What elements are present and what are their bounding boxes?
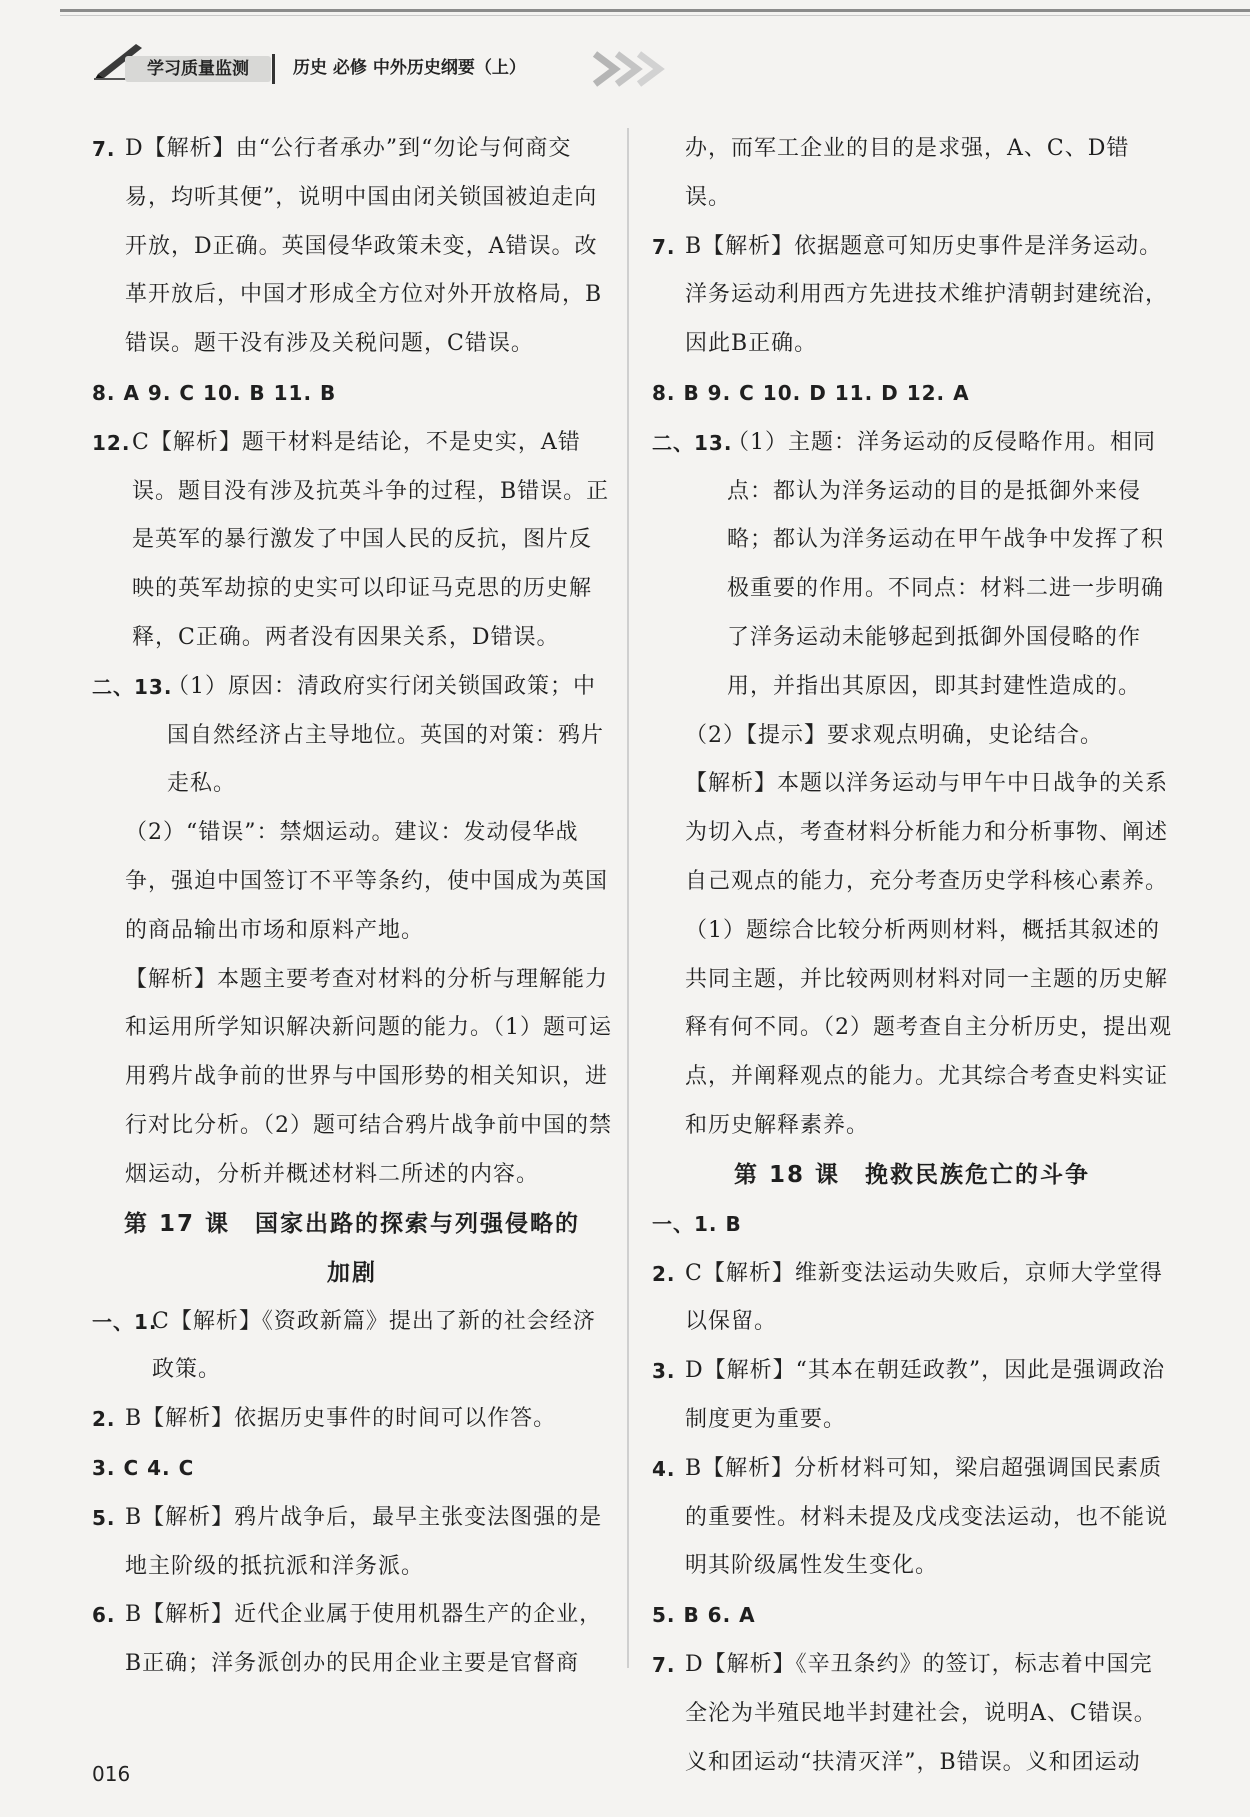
answer-item: 7. D【解析】《辛丑条约》的签订，标志着中国完全沦为半殖民地半封建社会，说明A、C错误。义和团运动“扶清灭洋”，B错误。义和团运动 <box>652 1651 1157 1775</box>
header-rule-thin <box>60 15 1250 16</box>
brand-divider <box>272 54 275 84</box>
answer-item: 6. B【解析】近代企业属于使用机器生产的企业，B正确；洋务派创办的民用企业主要是官督商 <box>92 1602 603 1677</box>
answer-item: 二、13. （1）原因：清政府实行闭关锁国政策；中国自然经济占主导地位。英国的对策：鸦片走私。 <box>92 673 605 797</box>
answer-paragraph: （2）【提示】要求观点明确，史论结合。 <box>685 722 1103 748</box>
lesson-heading: 第 17 课 国家出路的探索与列强侵略的 <box>123 1210 581 1237</box>
answer-item: 一、1. C【解析】《资政新篇》提出了新的社会经济政策。 <box>92 1308 596 1383</box>
answer-paragraph: 【解析】本题以洋务运动与甲午中日战争的关系为切入点，考查材料分析能力和分析事物、阐述自己观点的能力，充分考查历史学科核心素养。（1）题综合比较分析两则材料，概括其叙述的共同主题，并比较两则材料对同一主题的历史解释有何不同。（2）题考查自主分析历史，提出观点，并阐释观点的能力。尤其综合考查史料实证和历史解释素养。 <box>685 771 1172 1138</box>
left-column <box>92 125 612 1689</box>
chevron-arrows-icon <box>590 50 680 88</box>
answer-line: 3. C 4. C <box>92 1455 195 1480</box>
answer-item: 2. C【解析】维新变法运动失败后，京师大学堂得以保留。 <box>652 1260 1163 1335</box>
answer-item: 12. C【解析】题干材料是结论，不是史实，A错误。题目没有涉及抗英斗争的过程，B错误。正是英军的暴行激发了中国人民的反抗，图片反映的英军劫掠的史实可以印证马克思的历史解释，C正确。两者没有因果关系，D错误。 <box>92 429 610 650</box>
lesson-heading: 第 18 课 挽救民族危亡的斗争 <box>733 1161 1091 1188</box>
column-divider <box>627 128 629 1668</box>
answer-paragraph: 【解析】本题主要考查对材料的分析与理解能力和运用所学知识解决新问题的能力。（1）题可运用鸦片战争前的世界与中国形势的相关知识，进行对比分析。（2）题可结合鸦片战争前中国的禁烟运动，分析并概述材料二所述的内容。 <box>125 966 612 1187</box>
answer-item: 2. B【解析】依据历史事件的时间可以作答。 <box>92 1406 557 1432</box>
answer-item: 5. B【解析】鸦片战争后，最早主张变法图强的是地主阶级的抵抗派和洋务派。 <box>92 1504 603 1579</box>
answer-item: 7. B【解析】依据题意可知历史事件是洋务运动。洋务运动利用西方先进技术维护清朝封建统治，因此B正确。 <box>652 233 1169 357</box>
answer-item: 7. D【解析】由“公行者承办”到“勿论与何商交易，均听其便”，说明中国由闭关锁国被迫走向开放，D正确。英国侵华政策未变，A错误。改革开放后，中国才形成全方位对外开放格局，B错误。题干没有涉及关税问题，C错误。 <box>92 136 603 357</box>
answer-line: 5. B 6. A <box>652 1603 756 1628</box>
answer-paragraph: 办，而军工企业的目的是求强，A、C、D错误。 <box>685 136 1130 210</box>
answer-line: 一、1. B <box>652 1211 742 1236</box>
lesson-heading-cont: 加剧 <box>327 1259 377 1286</box>
page-number: 016 <box>92 1762 131 1786</box>
answer-paragraph: （2）“错误”：禁烟运动。建议：发动侵华战争，强迫中国签订不平等条约，使中国成为英国的商品输出市场和原料产地。 <box>125 820 609 943</box>
brand-label: 学习质量监测 <box>125 56 271 82</box>
right-column <box>652 125 1172 1787</box>
answer-line: 8. A 9. C 10. B 11. B <box>92 380 337 405</box>
answer-item: 二、13. （1）主题：洋务运动的反侵略作用。相同点：都认为洋务运动的目的是抵御外来侵略；都认为洋务运动在甲午战争中发挥了积极重要的作用。不同点：材料二进一步明确了洋务运动未能够起到抵御外国侵略的作用，并指出其原因，即其封建性造成的。 <box>652 429 1165 699</box>
answer-item: 3. D【解析】“其本在朝廷政教”，因此是强调政治制度更为重要。 <box>652 1358 1166 1432</box>
header-rule <box>60 9 1250 12</box>
book-title: 历史 必修 中外历史纲要（上） <box>293 58 526 78</box>
answer-line: 8. B 9. C 10. D 11. D 12. A <box>652 380 970 405</box>
page-header <box>0 0 1250 100</box>
answer-item: 4. B【解析】分析材料可知，梁启超强调国民素质的重要性。材料未提及戊戌变法运动，也不能说明其阶级属性发生变化。 <box>652 1455 1169 1579</box>
